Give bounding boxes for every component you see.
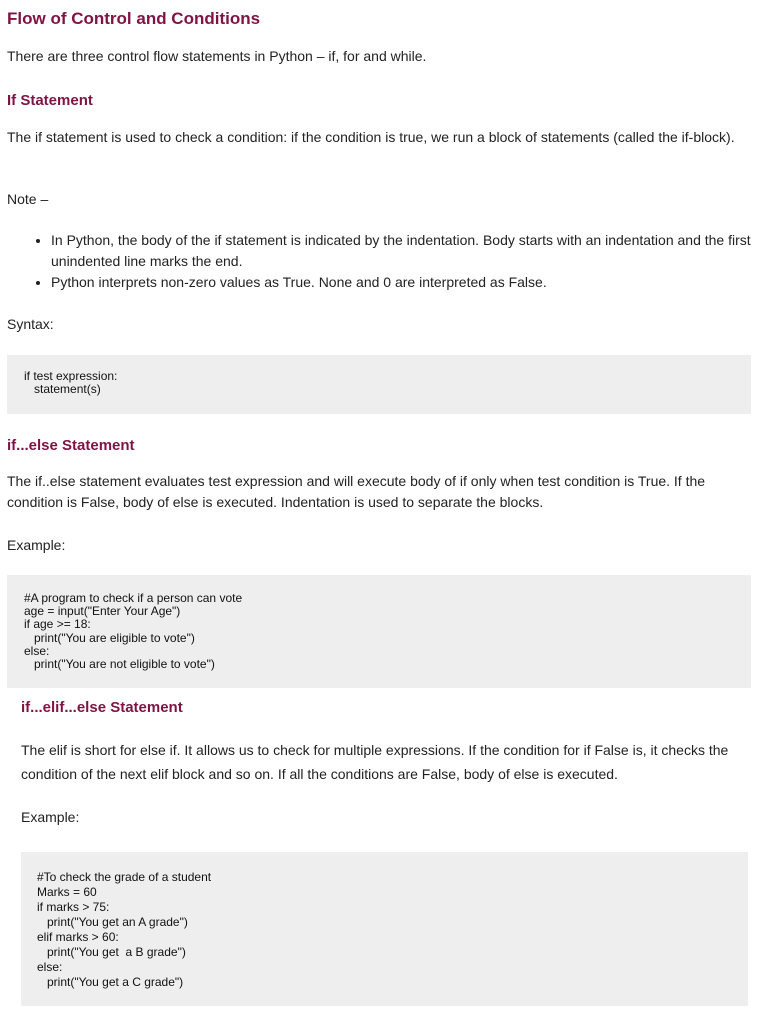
- if-else-example-label: Example:: [7, 537, 66, 553]
- if-else-description: The if..else statement evaluates test expression and will execute body of if only when test condition is True. If the condition is False, body of else is executed. Indentation is used to separate the blocks.: [7, 473, 706, 510]
- if-else-heading: if...else Statement: [7, 437, 135, 454]
- note-item-indentation: • In Python, the body of the if statement is indicated by the indentation. Body starts with an indentation and the first unindented line marks the end.: [51, 230, 752, 272]
- if-else-example-code: #A program to check if a person can vote age = input("Enter Your Age") if age >= 18: print("You are eligible to vote") else: print("You are not eligible to vote"): [7, 575, 751, 688]
- if-elif-else-example-label: Example:: [21, 809, 80, 825]
- if-statement-description: The if statement is used to check a condition: if the condition is true, we run a block of statements (called the if-block).: [7, 129, 735, 145]
- if-statement-heading: If Statement: [7, 92, 93, 109]
- page-title: Flow of Control and Conditions: [7, 9, 261, 28]
- intro-text: There are three control flow statements in Python – if, for and while.: [7, 48, 427, 64]
- if-elif-else-description: The elif is short for else if. It allows us to check for multiple expressions. If the condition for if False is, it checks the condition of the next elif block and so on. If all the conditions are False, body of else is executed.: [21, 742, 729, 782]
- syntax-label: Syntax:: [7, 316, 54, 332]
- syntax-code-block: if test expression: statement(s): [7, 355, 751, 414]
- note-label: Note –: [7, 191, 49, 207]
- note-item-truthiness: • Python interprets non-zero values as True. None and 0 are interpreted as False.: [51, 272, 752, 293]
- notes-list: [7, 230, 752, 293]
- if-elif-else-heading: if...elif...else Statement: [21, 699, 183, 716]
- if-elif-else-example-code: #To check the grade of a student Marks = 60 if marks > 75: print("You get an A grade") elif marks > 60: print("You get a B grade") else: print("You get a C grade"): [21, 852, 748, 1006]
